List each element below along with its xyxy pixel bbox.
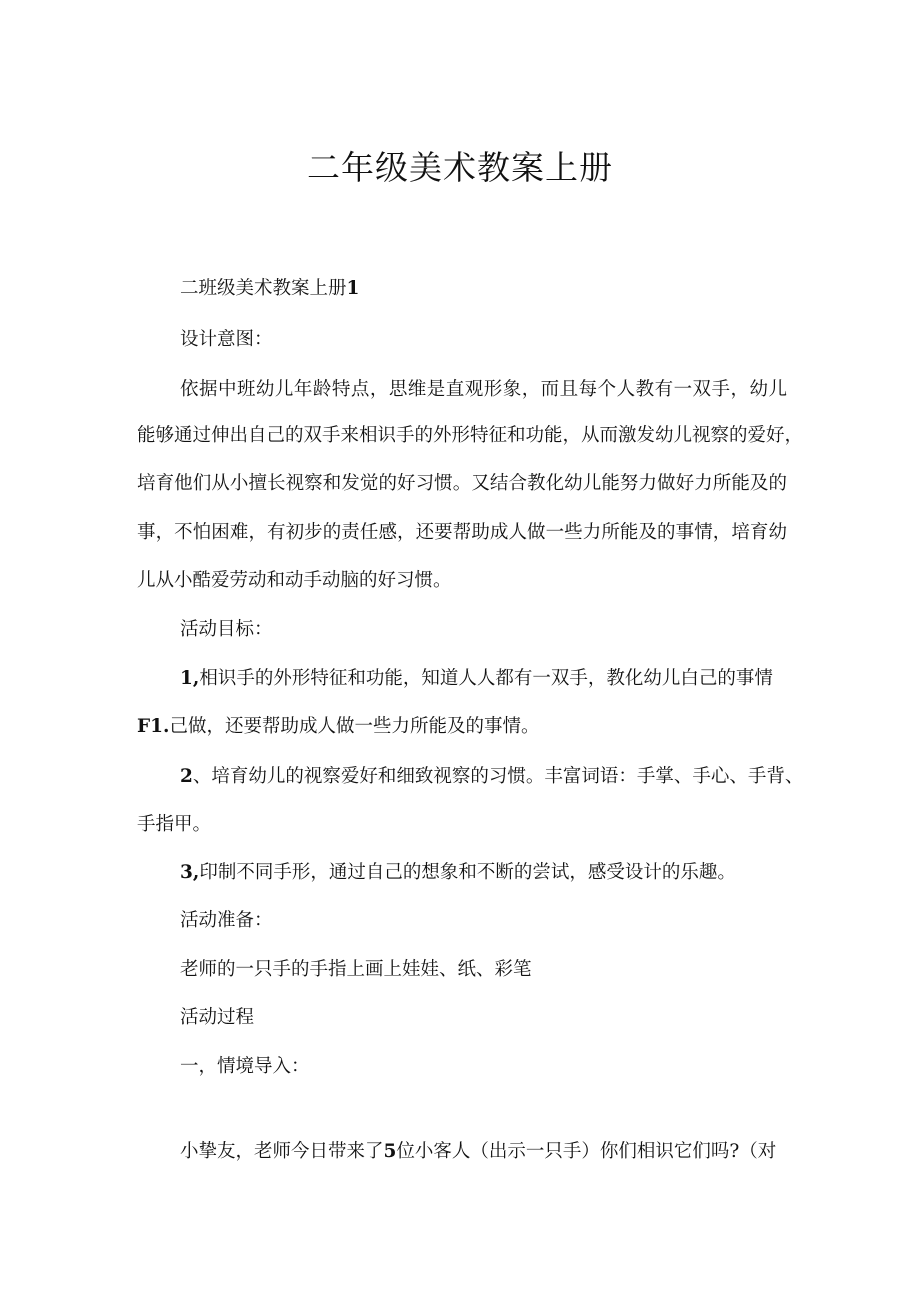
prep-text: 老师的一只手的手指上画上娃娃、纸、彩笔 (180, 959, 532, 980)
intro-number: 5 (383, 1141, 397, 1162)
intro-line (180, 1137, 776, 1163)
step-1-label: 一，情境导入： (180, 1056, 310, 1077)
section-heading-text: 二班级美术教案上册 (180, 278, 347, 299)
prep-label: 活动准备： (180, 910, 273, 931)
design-intent-line: 依据中班幼儿年龄特点，思维是直观形象，而且每个人教有一双手，幼儿 (180, 379, 787, 400)
goal-1-line-2 (137, 712, 787, 738)
section-heading-number: 1 (346, 278, 360, 299)
document-title: 二年级美术教案上册 (307, 148, 613, 187)
goal-2-line-1 (180, 762, 803, 788)
section-heading (180, 274, 359, 300)
intro-text-part-1: 小挚友，老师今日带来了 (180, 1141, 384, 1162)
goal-3-line (180, 858, 736, 884)
design-intent-line: 能够通过伸出自己的双手来相识手的外形特征和功能，从而激发幼儿视察的爱好， (137, 425, 804, 446)
design-intent-line: 事，不怕困难，有初步的责任感，还要帮助成人做一些力所能及的事情，培育幼 (137, 522, 787, 543)
goal-3-number: 3, (180, 862, 200, 883)
goal-2-line-2: 手指甲。 (137, 814, 212, 835)
goal-1-number: 1, (180, 668, 200, 689)
goal-1-line-2-prefix: F1. (137, 716, 170, 737)
goal-3-text: 印制不同手形，通过自己的想象和不断的尝试，感受设计的乐趣。 (199, 862, 736, 883)
process-label: 活动过程 (180, 1007, 255, 1028)
goals-label: 活动目标： (180, 619, 273, 640)
design-intent-line: 培育他们从小擅长视察和发觉的好习惯。又结合教化幼儿能努力做好力所能及的 (137, 473, 787, 494)
goal-1-line-1 (180, 664, 773, 690)
design-intent-label: 设计意图： (180, 329, 273, 350)
goal-2-text: 、培育幼儿的视察爱好和细致视察的习惯。丰富词语：手掌、手心、手背、 (192, 766, 804, 787)
goal-1-text: 相识手的外形特征和功能，知道人人都有一双手，教化幼儿白己的事情 (199, 668, 773, 689)
goal-2-number: 2 (180, 766, 193, 787)
intro-text-part-2: 位小客人（出示一只手）你们相识它们吗?（对 (396, 1141, 777, 1162)
goal-1-line-2-text: 己做，还要帮助成人做一些力所能及的事情。 (169, 716, 540, 737)
design-intent-line: 儿从小酷爱劳动和动手动脑的好习惯。 (137, 570, 452, 591)
